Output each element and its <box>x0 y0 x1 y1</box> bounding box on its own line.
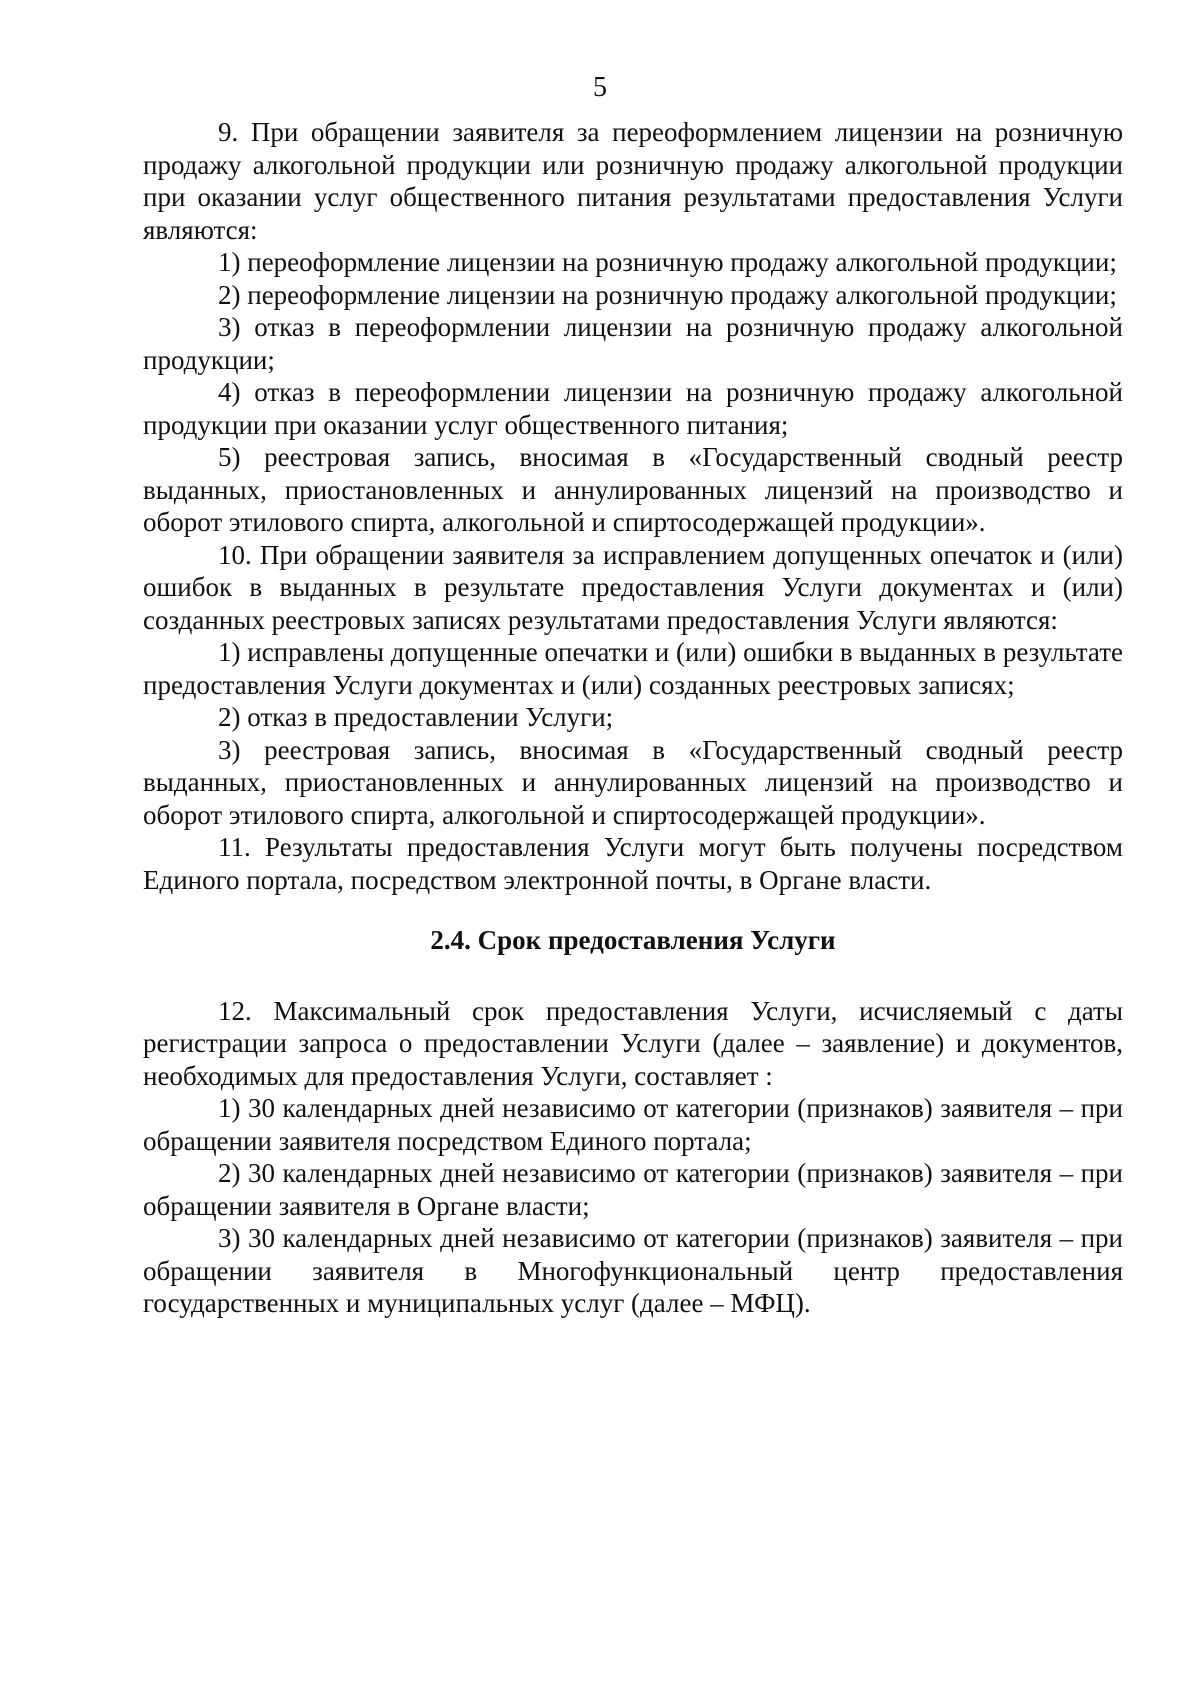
paragraph-9-item-5: 5) реестровая запись, вносимая в «Государственный сводный реестр выданных, приостановленных и аннулированных лицензий на производство и оборот этилового спирта, алкогольной и спиртосодержащей продукции». <box>143 442 1123 537</box>
paragraph-12-item-1: 1) 30 календарных дней независимо от категории (признаков) заявителя – при обращении заявителя посредством Единого портала; <box>143 1093 1123 1156</box>
paragraph-12-item-3: 3) 30 календарных дней независимо от категории (признаков) заявителя – при обращении заявителя в Многофункциональный центр предоставления государственных и муниципальных услуг (далее – МФЦ). <box>143 1223 1123 1318</box>
paragraph-10-item-1: 1) исправлены допущенные опечатки и (или) ошибки в выданных в результате предоставления Услуги документах и (или) созданных реестровых записях; <box>143 637 1123 700</box>
paragraph-9-item-4: 4) отказ в переоформлении лицензии на розничную продажу алкогольной продукции при оказании услуг общественного питания; <box>143 377 1123 440</box>
paragraph-9-item-1: 1) переоформление лицензии на розничную продажу алкогольной продукции; <box>218 247 1117 277</box>
paragraph-11: 11. Результаты предоставления Услуги могут быть получены посредством Единого портала, посредством электронной почты, в Органе власти. <box>143 832 1123 895</box>
section-title-2-4: 2.4. Срок предоставления Услуги <box>430 925 836 955</box>
paragraph-9-item-2: 2) переоформление лицензии на розничную продажу алкогольной продукции; <box>218 279 1117 310</box>
paragraph-9: 9. При обращении заявителя за переоформлением лицензии на розничную продажу алкогольной продукции или розничную продажу алкогольной продукции при оказании услуг общественного питания результатами предоставления Услуги являются: <box>143 117 1123 245</box>
paragraph-12-item-2: 2) 30 календарных дней независимо от категории (признаков) заявителя – при обращении заявителя в Органе власти; <box>143 1158 1123 1221</box>
paragraph-10: 10. При обращении заявителя за исправлением допущенных опечаток и (или) ошибок в выданных в результате предоставления Услуги документах и (или) созданных реестровых записях результатами предоставления Услуги являются: <box>143 539 1123 635</box>
document-body <box>143 116 1123 1320</box>
page-number: 5 <box>593 72 607 103</box>
paragraph-10-item-2: 2) отказ в предоставлении Услуги; <box>218 702 614 732</box>
paragraph-10-item-3: 3) реестровая запись, вносимая в «Государственный сводный реестр выданных, приостановленных и аннулированных лицензий на производство и оборот этилового спирта, алкогольной и спиртосодержащей продукции». <box>143 734 1123 830</box>
paragraph-9-item-3: 3) отказ в переоформлении лицензии на розничную продажу алкогольной продукции; <box>143 312 1123 375</box>
paragraph-12: 12. Максимальный срок предоставления Услуги, исчисляемый с даты регистрации запроса о предоставлении Услуги (далее – заявление) и документов, необходимых для предоставления Услуги, составляет : <box>143 995 1123 1091</box>
